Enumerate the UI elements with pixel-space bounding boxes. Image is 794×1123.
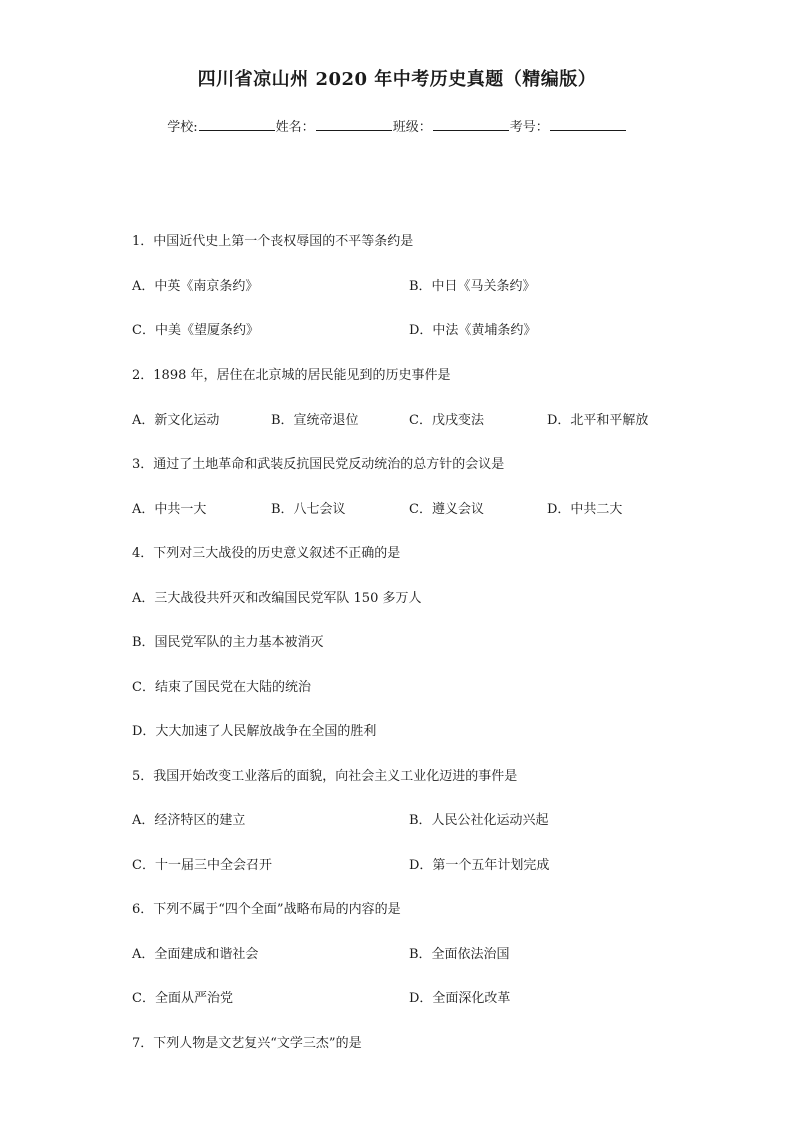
question-1-stem: 1．中国近代史上第一个丧权辱国的不平等条约是 [132,234,414,249]
question-6-option-b: B．全面依法治国 [409,947,510,962]
question-7-stem: 7．下列人物是文艺复兴“文学三杰”的是 [132,1036,362,1051]
exam-number-blank [550,116,626,131]
school-blank [199,116,275,131]
school-label: 学校: [167,120,198,135]
question-2-stem: 2．1898 年，居住在北京城的居民能见到的历史事件是 [132,368,451,383]
question-2-option-d: D．北平和平解放 [547,413,649,428]
question-1-option-a: A．中英《南京条约》 [132,279,259,294]
question-4-option-b: B．国民党军队的主力基本被消灭 [132,635,324,650]
question-3-option-d: D．中共二大 [547,502,623,517]
question-4-stem: 4．下列对三大战役的历史意义叙述不正确的是 [132,546,401,561]
question-1-option-b: B．中日《马关条约》 [409,279,536,294]
question-6-option-a: A．全面建成和谐社会 [132,947,259,962]
question-1-option-d: D．中法《黄埔条约》 [409,323,537,338]
class-blank [433,116,509,131]
question-3-option-a: A．中共一大 [132,502,207,517]
question-5-option-c: C．十一届三中全会召开 [132,858,272,873]
question-2-option-c: C．戊戌变法 [409,413,484,428]
question-1-option-c: C．中美《望厦条约》 [132,323,259,338]
name-blank [316,116,392,131]
question-2-option-b: B．宣统帝退位 [271,413,359,428]
page-title: 四川省凉山州 2020 年中考历史真题（精编版） [197,69,597,90]
question-4-option-a: A．三大战役共歼灭和改编国民党军队 150 多万人 [132,591,422,606]
question-2-option-a: A．新文化运动 [132,413,220,428]
question-3-option-c: C．遵义会议 [409,502,484,517]
question-4-option-d: D．大大加速了人民解放战争在全国的胜利 [132,724,377,739]
question-5-option-a: A．经济特区的建立 [132,813,246,828]
question-3-option-b: B．八七会议 [271,502,346,517]
question-6-option-d: D．全面深化改革 [409,991,511,1006]
question-4-option-c: C．结束了国民党在大陆的统治 [132,680,311,695]
class-label: 班级： [392,120,432,135]
question-5-option-d: D．第一个五年计划完成 [409,858,550,873]
question-3-stem: 3．通过了土地革命和武装反抗国民党反动统治的总方针的会议是 [132,457,505,472]
student-info-line [0,116,794,139]
question-5-stem: 5．我国开始改变工业落后的面貌，向社会主义工业化迈进的事件是 [132,769,518,784]
question-6-stem: 6．下列不属于“四个全面”战略布局的内容的是 [132,902,401,917]
exam-number-label: 考号： [509,120,549,135]
question-6-option-c: C．全面从严治党 [132,991,233,1006]
name-label: 姓名： [275,120,315,135]
question-5-option-b: B．人民公社化运动兴起 [409,813,549,828]
